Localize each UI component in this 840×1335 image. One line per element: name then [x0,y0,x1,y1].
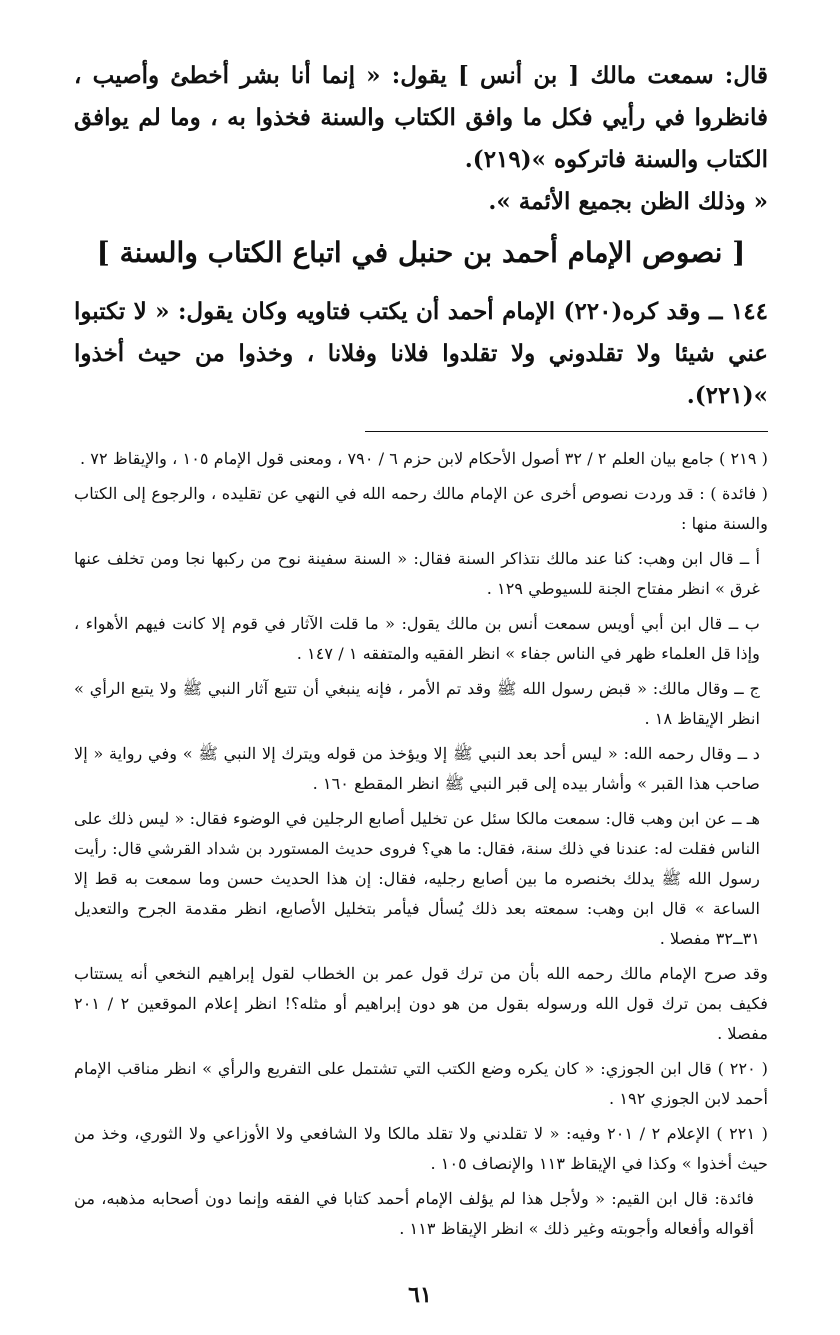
paragraph-imams-opinion: « وذلك الظن بجميع الأئمة ». [488,188,768,215]
footnote-item-ha: هـ ــ عن ابن وهب قال: سمعت مالكا سئل عن تخليل أصابع الرجلين في الوضوء فقال: « ليس ذلك على الناس فقلت له: عندنا في ذلك سنة، فقال: ما هي؟ فروى حديث المستورد بن شداد القرشي قال: رأيت رسول الله ﷺ يدلك بخنصره ما بين أصابع رجليه، فقال: إن هذا الحديث حسن وما سمعت به قط إلا الساعة » قال ابن وهب: سمعته بعد ذلك يُسأل فيأمر بتخليل الأصابع، انظر مقدمة الجرح والتعديل ٣١ــ٣٢ مفصلا . [74,809,760,948]
footnote-faida-1: ( فائدة ) : قد وردت نصوص أخرى عن الإمام مالك رحمه الله في النهي عن تقليده ، والرجوع إلى الكتاب والسنة منها : [74,484,768,533]
footnote-item-jim: ج ــ وقال مالك: « قبض رسول الله ﷺ وقد تم الأمر ، فإنه ينبغي أن تتبع آثار النبي ﷺ ولا يتبع الرأي » انظر الإيقاظ ١٨ . [74,679,760,728]
footnote-item-alif: أ ــ قال ابن وهب: كنا عند مالك نتذاكر السنة فقال: « السنة سفينة نوح من ركبها نجا ومن تخلف عنها غرق » انظر مفتاح الجنة للسيوطي ١٢٩ . [74,549,760,598]
footnote-221: ( ٢٢١ ) الإعلام ٢ / ٢٠١ وفيه: « لا تقلدني ولا تقلد مالكا ولا الشافعي ولا الأوزاعي ولا الثوري، وخذ من حيث أخذوا » وكذا في الإيقاظ ١١٣ والإنصاف ١٠٥ . [74,1124,768,1173]
main-text [74,55,768,417]
footnote-item-dal: د ــ وقال رحمه الله: « ليس أحد بعد النبي ﷺ إلا ويؤخذ من قوله ويترك إلا النبي ﷺ » وفي رواية « إلا صاحب هذا القبر » وأشار بيده إلى قبر النبي ﷺ انظر المقطع ١٦٠ . [74,744,760,793]
paragraph-144: ١٤٤ ــ وقد كره(٢٢٠) الإمام أحمد أن يكتب فتاويه وكان يقول: « لا تكتبوا عني شيئا ولا تقلدوني ولا تقلدوا فلانا وفلانا ، وخذوا من حيث أخذوا »(٢٢١). [74,298,768,409]
page-number: ٦١ [408,1282,432,1308]
footnote-item-ba: ب ــ قال ابن أبي أويس سمعت أنس بن مالك يقول: « ما قلت الآثار في قوم إلا كانت فيهم الأهواء ، وإذا قل العلماء ظهر في الناس جفاء » انظر الفقيه والمتفقه ١ / ١٤٧ . [74,614,760,663]
footnote-separator [365,431,768,432]
footnote-220: ( ٢٢٠ ) قال ابن الجوزي: « كان يكره وضع الكتب التي تشتمل على التفريع والرأي » انظر مناقب الإمام أحمد لابن الجوزي ١٩٢ . [74,1059,768,1108]
footnotes [74,444,768,1244]
footnote-219: ( ٢١٩ ) جامع بيان العلم ٢ / ٣٢ أصول الأحكام لابن حزم ٦ / ٧٩٠ ، ومعنى قول الإمام ١٠٥ ، والإيقاظ ٧٢ . [80,449,768,468]
paragraph-malik-quote: قال: سمعت مالك [ بن أنس ] يقول: « إنما أنا بشر أخطئ وأصيب ، فانظروا في رأيي فكل ما وافق الكتاب والسنة فخذوا به ، وما لم يوافق الكتاب والسنة فاتركوه »(٢١٩). [74,62,768,173]
footnote-faida-2: فائدة: قال ابن القيم: « ولأجل هذا لم يؤلف الإمام أحمد كتابا في الفقه وإنما دون أصحابه مذهبه، من أقواله وأفعاله وأجوبته وغير ذلك » انظر الإيقاظ ١١٣ . [74,1189,754,1238]
section-heading: [ نصوص الإمام أحمد بن حنبل في اتباع الكتاب والسنة ] [96,236,746,269]
footnote-malik-declaration: وقد صرح الإمام مالك رحمه الله بأن من ترك قول عمر بن الخطاب لقول إبراهيم النخعي أنه يستتاب فكيف بمن ترك قول الله ورسوله بقول من هو دون إبراهيم أو مثله؟! انظر إعلام الموقعين ٢ / ٢٠١ مفصلا . [74,964,768,1043]
